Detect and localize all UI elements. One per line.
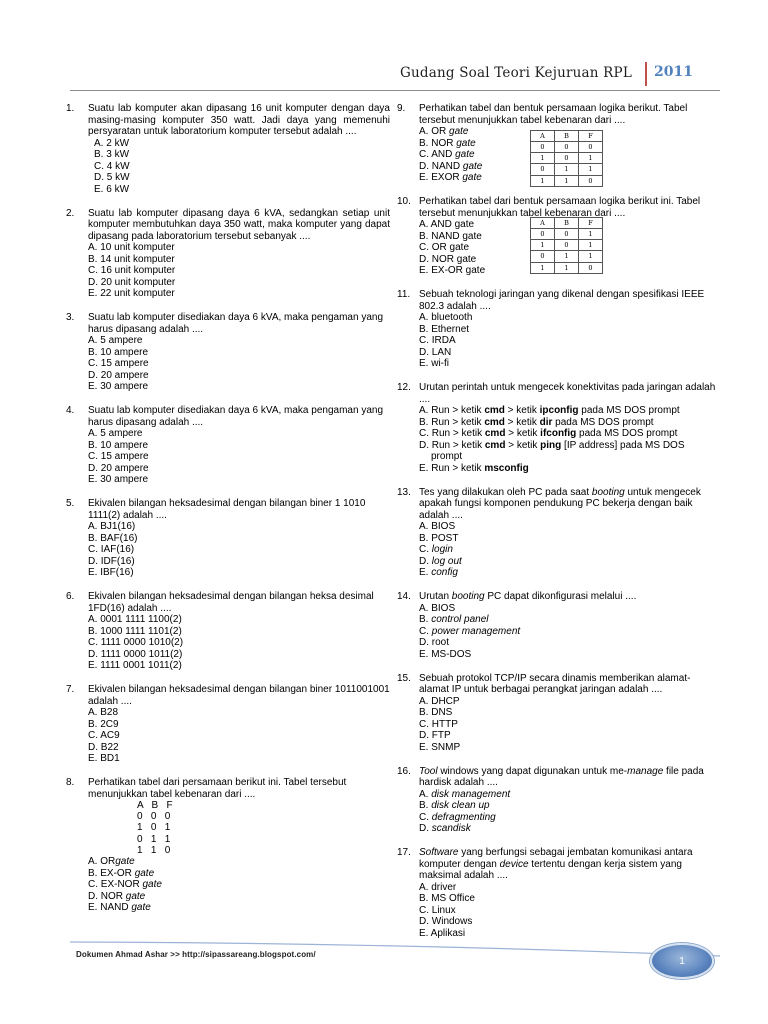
option-e: E. IBF(16) [88,567,134,578]
question-text [419,591,717,603]
truth-table-row [531,229,603,240]
table-cell: B [555,131,579,142]
question-text [419,766,717,789]
option-italic: gate [462,160,483,172]
option-b: B. DNS [419,707,453,718]
option-b: B. 3 kW [94,149,130,160]
question-text: Urutan perintah untuk mengecek konektivitas pada jaringan adalah .... [419,382,716,405]
question-12 [397,382,717,474]
option-text: pada MS DOS prompt [576,428,678,439]
option-command: msconfig [484,462,529,474]
table-cell: A [531,218,555,229]
question-9 [397,103,717,184]
option-command: cmd [484,439,506,451]
option-b: B. 1000 1111 1101(2) [88,625,182,637]
question-text-part: windows yang dapat digunakan untuk me- [437,765,628,777]
option-c: C. OR gate [419,242,470,253]
question-16 [397,766,717,835]
option-label: D. NOR [88,890,126,902]
option-command: cmd [484,405,505,416]
option-label: C. AND [419,149,456,160]
table-cell: 0 [579,175,603,186]
option-e: E. BD1 [88,753,120,764]
option-label: E. [419,567,432,578]
truth-table-row [531,164,603,175]
table-cell: A [531,131,555,142]
question-number: 16. [397,765,411,777]
question-text-italic: Tool [419,765,438,777]
option-a: A. 10 unit komputer [88,242,175,253]
option-e: E. Aplikasi [419,927,466,939]
option-b [419,417,717,429]
option-label: D. root [419,637,450,648]
option-italic: gate [134,867,155,879]
option-e [419,567,717,579]
option-a [88,856,390,868]
option-d: D. 5 kW [94,172,130,183]
question-text-part: tertentu dengan kerja sistem yang maksimal adalah .... [419,858,682,881]
option-a [419,789,717,801]
table-cell: 1 [531,240,555,251]
option-text: pada MS DOS prompt [552,416,654,428]
option-d [419,440,717,452]
option-c [419,812,717,824]
table-cell: 1 [531,262,555,273]
option-d: D. IDF(16) [88,555,135,567]
option-label: D. Run > ketik [419,439,485,451]
option-italic: disk clean up [431,800,490,811]
option-italic: scandisk [431,823,471,834]
option-a: A. driver [419,881,457,893]
option-c [419,544,717,556]
option-label: E. EXOR [419,172,463,183]
option-italic: power management [431,625,521,637]
truth-table-header [531,218,603,229]
option-b: B. 2C9 [88,718,119,730]
question-text: Ekivalen bilangan heksadesimal dengan bilangan heksa desimal 1FD(16) adalah .... [88,591,374,614]
table-cell: 0 [531,251,555,262]
option-italic: gate [449,126,469,137]
option-e: E. 1111 0001 1011(2) [88,660,182,671]
option-c [88,879,390,891]
question-number: 1. [66,103,75,114]
question-number: 17. [397,847,411,858]
option-text: > ketik [504,416,540,428]
question-number: 7. [66,684,75,695]
question-6 [66,591,390,672]
option-italic: defragmenting [431,811,496,823]
option-e: E. EX-OR gate [419,265,486,276]
truth-table [530,217,603,274]
question-number: 5. [66,498,75,509]
option-label: E. NAND [88,902,132,914]
option-italic: gate [115,856,135,868]
question-text: Suatu lab komputer disediakan daya 6 kVA, maka pengaman yang harus dipasang adalah .... [88,405,383,428]
option-label: B. [419,800,432,811]
option-b [419,533,717,545]
option-c [419,428,717,440]
page-number: 1 [679,956,685,967]
question-text-part: PC dapat dikonfigurasi melalui .... [484,591,637,602]
question-text-italic: manage [627,765,664,777]
option-italic: login [431,544,453,555]
option-text: > ketik [505,428,541,439]
table-cell: F [579,218,603,229]
option-d [88,891,390,903]
option-b: B. Ethernet [419,323,470,335]
table-cell: 1 [531,153,555,164]
page-number-badge [650,943,714,979]
question-number: 3. [66,312,75,323]
option-italic: gate [462,172,482,183]
option-label: A. OR [419,126,450,137]
truth-table-row: 0 0 0 [137,811,171,823]
question-number: 10. [397,196,411,207]
option-a: A. 5 ampere [88,428,143,439]
question-text-part: file pada hardisk adalah .... [419,765,704,788]
question-text-part: Urutan [419,591,452,602]
question-text: Perhatikan tabel dari persamaan berikut ini. Tabel tersebut menunjukkan tabel kebenaran dari .... [88,777,347,800]
option-d: D. 20 ampere [88,369,149,381]
table-cell: 1 [531,175,555,186]
option-a: A. AND gate [419,219,475,230]
option-b [419,614,717,626]
option-c: C. Linux [419,904,456,916]
table-cell: 1 [555,175,579,186]
option-b: B. BAF(16) [88,532,138,544]
question-text-italic: booting [451,591,485,602]
truth-table-row [531,262,603,273]
option-label: D. [419,823,432,834]
truth-table-row: 1 0 1 [137,822,171,834]
option-label: C. Run > ketik [419,428,485,439]
option-command: dir [539,416,553,428]
option-text: pada MS DOS prompt [578,405,680,416]
option-c: C. IAF(16) [88,544,135,555]
option-label: A. BIOS [419,521,456,532]
option-e: E. 22 unit komputer [88,288,175,299]
question-number: 11. [397,289,411,300]
truth-table [530,130,603,187]
question-text-part: untuk mengecek apakah fungsi komponen pendukung PC bekerja dengan baik adalah .... [419,486,701,521]
option-d: D. 20 ampere [88,462,149,474]
question-text: Sebuah protokol TCP/IP secara dinamis memberikan alamat-alamat IP untuk berbagai perangkat jaringan adalah .... [419,672,691,695]
option-command: ipconfig [539,405,579,416]
option-label: D. NAND [419,160,463,172]
header-separator [645,62,647,86]
option-a [419,405,717,417]
option-e: E. 6 kW [94,183,130,195]
option-italic: gate [142,879,162,891]
truth-table-header [531,131,603,142]
option-e: E. wi-fi [419,358,449,369]
option-command: ifconfig [540,428,577,439]
question-text: Suatu lab komputer akan dipasang 16 unit komputer dengan daya masing-masing komputer 350 watt. Jadi daya yang memenuhi persyaratan untuk laboratorium komputer tersebut adalah .... [88,103,390,137]
option-a [419,603,717,615]
question-14 [397,591,717,660]
option-b: B. 10 ampere [88,346,149,358]
table-cell: 1 [579,153,603,164]
table-cell: 0 [579,142,603,153]
question-15 [397,673,717,754]
option-b [88,868,390,880]
question-5 [66,498,390,579]
option-d: D. NOR gate [419,253,477,265]
option-d: D. Windows [419,916,473,927]
option-label: B. EX-OR [88,867,135,879]
option-italic: control panel [431,614,489,625]
table-cell: 0 [531,229,555,240]
option-label: E. MS-DOS [419,648,472,660]
table-cell: 0 [555,240,579,251]
question-17 [397,847,717,939]
question-number: 9. [397,103,406,114]
right-column [397,103,717,952]
question-7 [66,684,390,765]
question-13 [397,487,717,579]
truth-table-header: A B F [137,800,173,811]
option-a: A. DHCP [419,695,460,707]
option-label: C. EX-NOR [88,879,143,891]
option-label: A. OR [88,856,116,868]
option-b: B. MS Office [419,893,475,904]
option-italic: gate [456,137,476,149]
option-c: C. AC9 [88,730,120,741]
table-cell: B [555,218,579,229]
table-cell: 1 [555,251,579,262]
option-c: C. 4 kW [94,160,130,172]
option-d: D. FTP [419,730,451,741]
question-number: 8. [66,777,75,788]
option-italic: log out [431,555,462,567]
truth-table-row [531,240,603,251]
option-c: C. 15 ampere [88,451,149,462]
option-d: D. 20 unit komputer [88,276,176,288]
question-text: Suatu lab komputer disediakan daya 6 kVA, maka pengaman yang harus dipasang adalah .... [88,312,383,335]
option-a: A. 2 kW [94,137,130,149]
option-label: E. Run > ketik [419,462,485,474]
table-cell: 0 [555,142,579,153]
question-number: 2. [66,207,75,219]
question-text-italic: device [499,858,529,870]
table-cell: 0 [555,153,579,164]
option-a [419,521,717,533]
question-text: Ekivalen bilangan heksadesimal dengan bilangan biner 1 1010 1111(2) adalah .... [88,498,366,521]
question-text: Suatu lab komputer dipasang daya 6 kVA, sedangkan setiap unit komputer membutuhkan daya 350 watt, maka komputer yang dapat dipasang pada laboratorium tersebut sebanyak .... [88,207,390,242]
question-text-part: yang berfungsi sebagai jembatan komunikasi antara komputer dengan [419,847,693,870]
option-c [419,626,717,638]
option-d: D. 1111 0000 1011(2) [88,648,183,660]
question-8 [66,777,390,914]
header-title: Gudang Soal Teori Kejuruan RPL [400,65,632,81]
table-cell: 0 [555,229,579,240]
option-command: ping [540,439,562,451]
table-cell: 1 [579,240,603,251]
option-c: C. IRDA [419,335,456,346]
option-e: E. 30 ampere [88,474,149,485]
option-text: [IP address] pada MS DOS [561,439,685,451]
question-text-italic: booting [591,486,625,498]
table-cell: 1 [555,164,579,175]
option-label: A. [419,788,432,800]
question-11 [397,289,717,370]
table-cell: 0 [531,142,555,153]
footer-text: Dokumen Ahmad Ashar >> http://sipassareang.blogspot.com/ [76,950,316,959]
table-cell: 0 [531,164,555,175]
option-d: D. LAN [419,346,452,358]
question-number: 14. [397,591,411,602]
question-text-part: Tes yang dilakukan oleh PC pada saat [419,486,592,498]
table-cell: 1 [579,164,603,175]
table-cell: 1 [555,262,579,273]
question-text [419,487,717,522]
option-label: C. [419,811,432,823]
option-a: A. bluetooth [419,312,473,323]
option-italic: gate [125,890,146,902]
option-text: > ketik [505,439,541,451]
option-e [419,649,717,661]
option-c: C. 1111 0000 1010(2) [88,637,184,648]
question-4 [66,405,390,486]
option-e [419,463,717,475]
question-number: 6. [66,591,75,602]
option-italic: disk management [431,788,511,800]
header-year: 2011 [654,64,693,80]
question-text-italic: Software [419,847,459,858]
truth-table-row [531,251,603,262]
option-a: A. B28 [88,707,119,718]
option-b: B. NAND gate [419,230,482,242]
truth-table-row [531,153,603,164]
option-e: E. SNMP [419,741,461,753]
option-label: C. [419,544,432,555]
header-rule [70,90,720,91]
truth-table-row [531,142,603,153]
question-text: Ekivalen bilangan heksadesimal dengan bilangan biner 1011001001 adalah .... [88,684,390,707]
question-1 [66,103,390,195]
option-text: > ketik [504,405,540,416]
option-d [419,556,717,568]
option-d [419,823,717,835]
option-label: B. NOR [419,137,457,149]
question-text: Perhatikan tabel dari bentuk persamaan logika berikut ini. Tabel tersebut menunjukkan tabel kebenaran dari .... [419,196,701,219]
question-text [419,847,717,882]
option-italic: gate [131,902,151,914]
table-cell: 0 [579,262,603,273]
option-e: E. 30 ampere [88,381,149,392]
option-label: C. [419,625,432,637]
table-cell: 1 [579,251,603,262]
option-label: A. Run > ketik [419,405,485,416]
option-italic: config [431,567,458,578]
option-c: C. 15 ampere [88,358,149,369]
option-label: B. [419,614,432,625]
option-a: A. 5 ampere [88,335,143,346]
option-label: A. BIOS [419,602,456,614]
question-number: 4. [66,405,75,416]
option-d [419,637,717,649]
truth-table-row: 1 1 0 [137,844,171,856]
option-b: B. 10 ampere [88,439,149,451]
option-label: B. Run > ketik [419,416,485,428]
option-command: cmd [484,416,505,428]
option-b [419,800,717,812]
option-a: A. BJ1(16) [88,521,136,532]
question-text: Perhatikan tabel dan bentuk persamaan logika berikut. Tabel tersebut menunjukkan tabel kebenaran dari .... [419,103,688,126]
option-command: cmd [484,428,506,439]
page-header [70,62,720,88]
option-label: D. [419,555,432,567]
table-cell: 1 [579,229,603,240]
option-label: B. POST [419,532,459,544]
question-number: 12. [397,382,411,393]
truth-table-row: 0 1 1 [137,833,171,845]
question-2 [66,208,390,300]
option-continuation: prompt [431,451,463,462]
question-number: 13. [397,486,411,498]
truth-table-row [531,175,603,186]
option-a: A. 0001 1111 1100(2) [88,614,182,625]
table-cell: F [579,131,603,142]
truth-table [88,800,390,856]
question-3 [66,312,390,393]
option-b: B. 14 unit komputer [88,253,175,265]
question-text: Sebuah teknologi jaringan yang dikenal dengan spesifikasi IEEE 802.3 adalah .... [419,289,705,312]
question-number: 15. [397,672,411,684]
question-10 [397,196,717,277]
option-c: C. HTTP [419,718,458,730]
option-c: C. 16 unit komputer [88,265,176,276]
left-column [66,103,390,926]
option-italic: gate [455,149,475,160]
option-d: D. B22 [88,741,119,753]
option-e [88,902,390,914]
